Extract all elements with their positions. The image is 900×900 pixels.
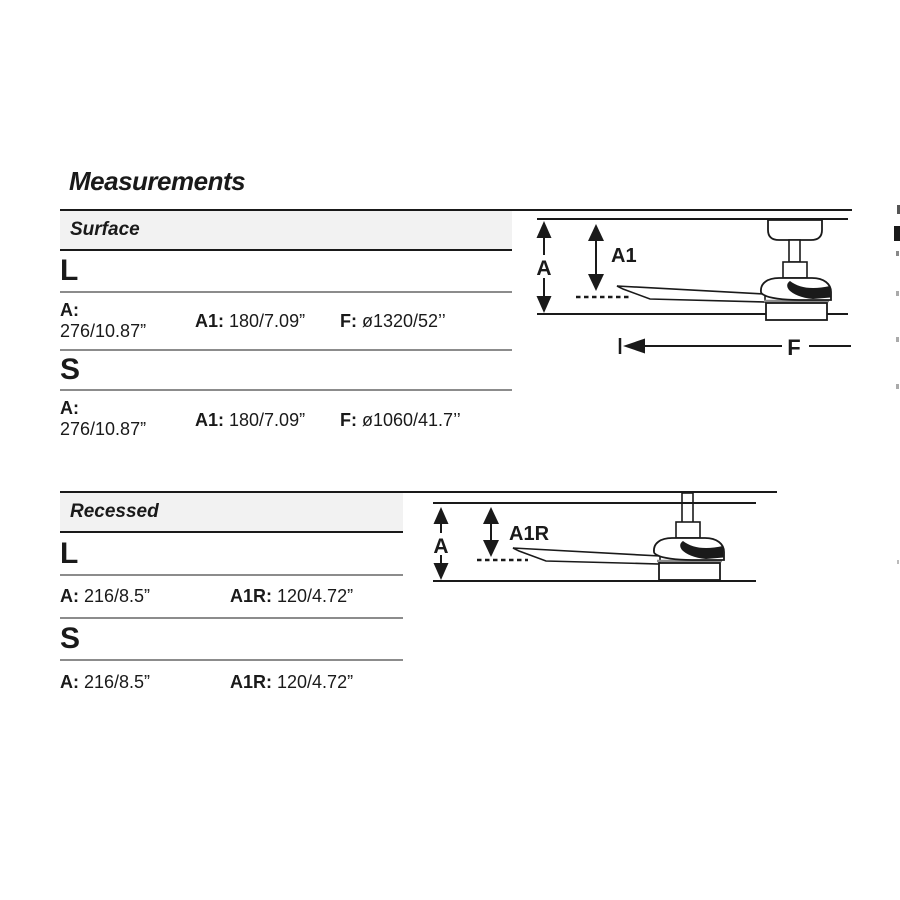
page-edge-artifact — [896, 291, 899, 296]
spec-a-value: 276/10.87” — [60, 321, 147, 341]
spec-a — [60, 391, 195, 449]
spec-a-value: 276/10.87” — [60, 419, 147, 439]
fan-blade — [617, 286, 765, 302]
recessed-row-variant-l — [60, 533, 403, 576]
spec-a1r — [230, 576, 403, 617]
page-edge-artifact — [897, 560, 899, 564]
page-edge-artifact — [896, 384, 899, 389]
dimension-label-f: F — [787, 335, 801, 360]
spec-f-label: F: — [340, 310, 357, 331]
dimension-label-a1r: A1R — [509, 523, 550, 545]
spec-a-value: 216/8.5” — [84, 672, 151, 692]
page-edge-artifact — [894, 226, 900, 241]
recessed-row-variant-s — [60, 619, 403, 661]
spec-a — [60, 661, 230, 704]
recessed-table-header — [60, 491, 403, 533]
dimension-label-a1: A1 — [611, 245, 637, 267]
spec-f — [340, 391, 512, 449]
surface-row-variant-l — [60, 251, 512, 293]
surface-row-values-l — [60, 293, 512, 351]
spec-a-label: A: — [60, 300, 79, 320]
fan-assembly — [761, 220, 831, 320]
spec-a1 — [195, 391, 340, 449]
surface-table-header — [60, 209, 512, 251]
surface-mount-diagram — [500, 195, 900, 375]
spec-a1r-value: 120/4.72” — [277, 586, 354, 606]
spec-a1r-label: A1R: — [230, 672, 273, 692]
downrod-connector — [676, 522, 700, 538]
downrod — [789, 240, 800, 262]
variant-label: S — [60, 353, 81, 386]
dimension-arrow-a1 — [588, 224, 637, 291]
dimension-arrow-a — [534, 221, 554, 313]
page-title: Measurements — [69, 166, 246, 196]
page-edge-artifact — [896, 251, 899, 256]
spec-a — [60, 293, 195, 349]
dimension-label-a: A — [433, 535, 449, 558]
spec-f-value: ø1060/41.7’’ — [362, 409, 461, 430]
spec-f — [340, 293, 512, 349]
spec-a1-label: A1: — [195, 310, 225, 331]
surface-row-variant-s — [60, 351, 512, 391]
surface-measurements-table — [60, 209, 512, 449]
canopy — [768, 220, 822, 240]
recessed-row-values-s — [60, 661, 403, 704]
recessed-mount-diagram — [400, 478, 800, 590]
dimension-arrow-a — [431, 507, 451, 580]
spec-a1 — [195, 293, 340, 349]
fan-blade — [513, 548, 660, 564]
spec-a-label: A: — [60, 586, 79, 606]
spec-a1-label: A1: — [195, 409, 225, 430]
variant-label: L — [60, 254, 79, 287]
recessed-row-values-l — [60, 576, 403, 619]
spec-a-label: A: — [60, 672, 79, 692]
spec-a-label: A: — [60, 398, 79, 418]
spec-a1r-value: 120/4.72” — [277, 672, 354, 692]
recessed-header-label: Recessed — [70, 501, 159, 522]
fan-assembly — [654, 522, 724, 580]
spec-a1-value: 180/7.09” — [229, 310, 306, 331]
spec-a1r — [230, 661, 403, 704]
recessed-measurements-table — [60, 491, 403, 704]
surface-header-label: Surface — [70, 219, 140, 240]
variant-label: S — [60, 622, 81, 655]
spec-a1r-label: A1R: — [230, 586, 273, 606]
surface-row-values-s — [60, 391, 512, 449]
spec-a1-value: 180/7.09” — [229, 409, 306, 430]
spec-f-value: ø1320/52’’ — [362, 310, 446, 331]
spec-f-label: F: — [340, 409, 357, 430]
ceiling-lines — [503, 210, 852, 219]
variant-label: L — [60, 536, 79, 570]
spec-a-value: 216/8.5” — [84, 586, 151, 606]
spec-a — [60, 576, 230, 617]
downrod-connector — [783, 262, 807, 278]
downrod — [682, 493, 693, 523]
page-edge-artifact — [896, 337, 899, 342]
dimension-arrow-f — [620, 335, 851, 360]
dimension-label-a: A — [536, 257, 552, 280]
